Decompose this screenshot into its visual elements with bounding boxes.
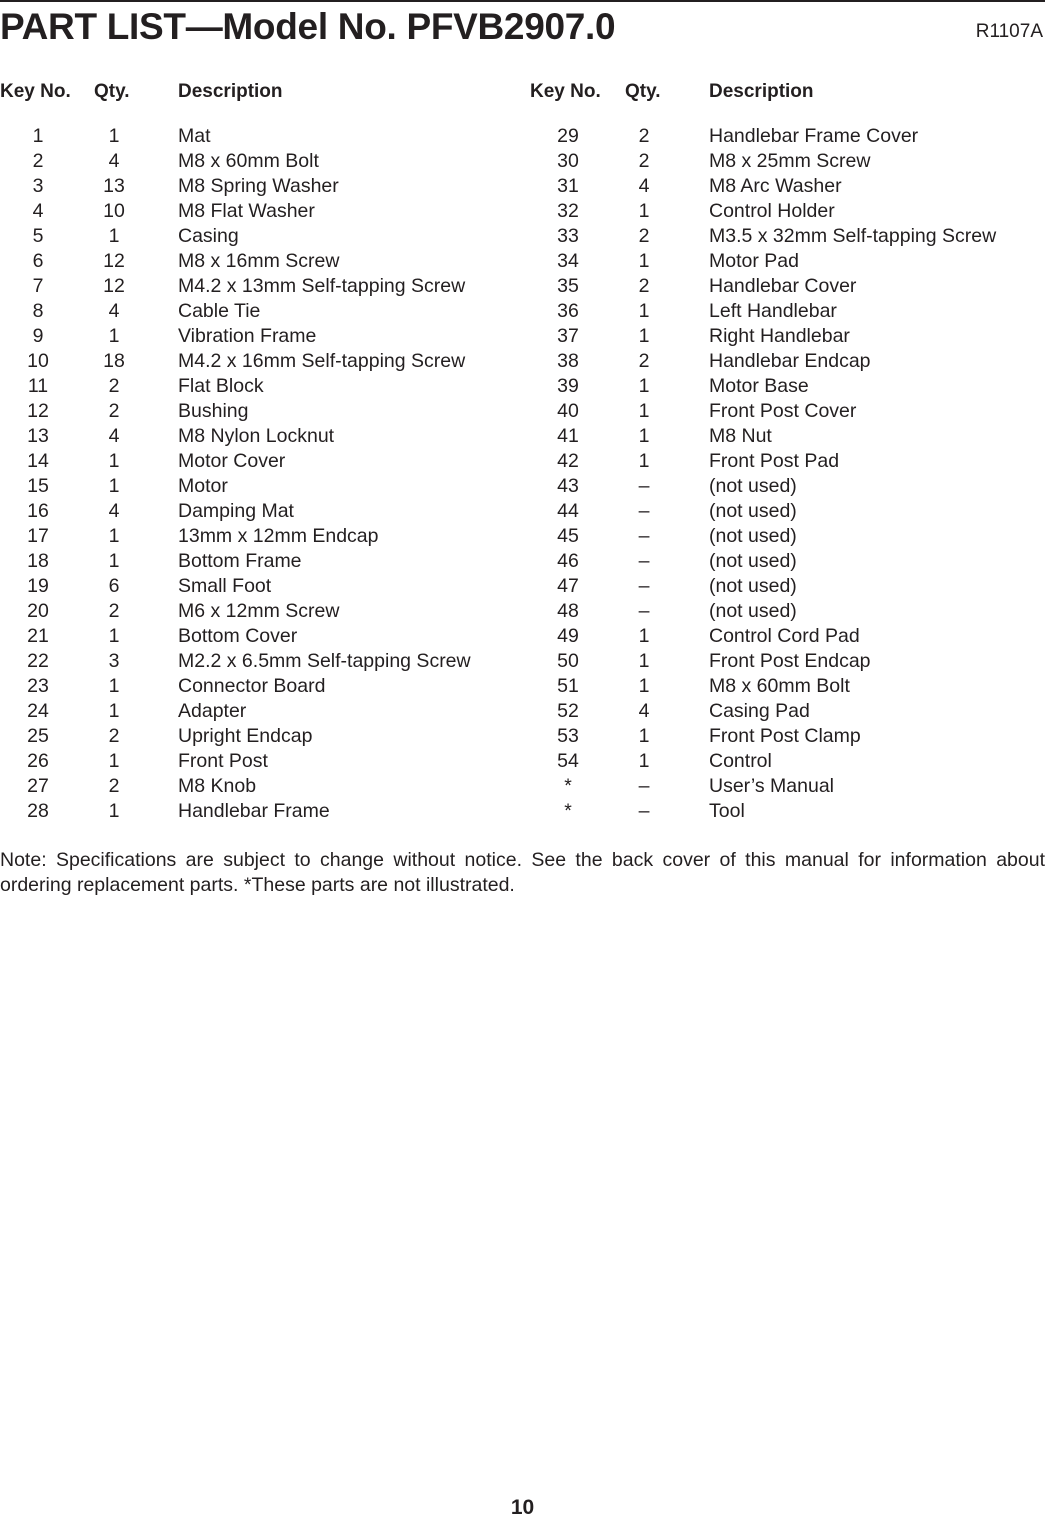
quantity: 1 [108,700,120,722]
part-description: Front Post Cover [709,400,857,422]
quantity: 1 [108,325,120,347]
table-row [0,424,1045,449]
key-number: 19 [27,575,49,597]
table-row [0,324,1045,349]
quantity: 1 [108,525,120,547]
key-number: * [564,775,572,797]
table-row [0,774,1045,799]
quantity: 6 [108,575,120,597]
quantity: 1 [638,675,650,697]
part-description: Bottom Frame [178,550,302,572]
key-number: 1 [32,125,44,147]
quantity: – [638,475,650,497]
key-number: 7 [32,275,44,297]
key-number: 30 [557,150,579,172]
key-number: 54 [557,750,579,772]
quantity: 18 [103,350,125,372]
quantity: 1 [638,450,650,472]
key-number: 41 [557,425,579,447]
table-row [0,349,1045,374]
quantity: – [638,775,650,797]
part-description: (not used) [709,600,797,622]
key-number: 29 [557,125,579,147]
key-number: 38 [557,350,579,372]
part-description: Upright Endcap [178,725,313,747]
part-description: M8 Flat Washer [178,200,315,222]
quantity: 1 [108,675,120,697]
key-number: 9 [32,325,44,347]
table-row [0,124,1045,149]
quantity: 1 [108,450,120,472]
table-row [0,724,1045,749]
part-description: Cable Tie [178,300,261,322]
key-number: 14 [27,450,49,472]
key-number: 3 [32,175,44,197]
key-number: 8 [32,300,44,322]
key-number: 36 [557,300,579,322]
key-number: 32 [557,200,579,222]
quantity: 1 [638,400,650,422]
key-number: 12 [27,400,49,422]
part-description: M2.2 x 6.5mm Self-tapping Screw [178,650,471,672]
quantity: 2 [108,725,120,747]
table-row [0,799,1045,824]
part-description: (not used) [709,550,797,572]
part-description: (not used) [709,500,797,522]
key-number: 45 [557,525,579,547]
key-number: 53 [557,725,579,747]
table-row [0,149,1045,174]
quantity: 1 [638,250,650,272]
quantity: 1 [638,325,650,347]
key-number: 42 [557,450,579,472]
key-number: 52 [557,700,579,722]
quantity: 1 [638,425,650,447]
top-rule [0,0,1045,2]
key-number: 40 [557,400,579,422]
quantity: 12 [103,275,125,297]
part-description: Front Post Clamp [709,725,861,747]
table-row [0,274,1045,299]
quantity: – [638,600,650,622]
right-qty-header: Qty. [625,81,661,102]
part-description: Connector Board [178,675,326,697]
quantity: 2 [108,375,120,397]
table-row [0,574,1045,599]
table-row [0,224,1045,249]
table-row [0,749,1045,774]
quantity: 2 [638,125,650,147]
table-row [0,549,1045,574]
key-number: 37 [557,325,579,347]
quantity: 1 [638,750,650,772]
part-description: M8 Spring Washer [178,175,339,197]
table-row [0,674,1045,699]
quantity: 1 [638,300,650,322]
part-description: (not used) [709,475,797,497]
quantity: 12 [103,250,125,272]
part-description: Bushing [178,400,249,422]
page-number: 10 [510,1496,535,1519]
part-description: M6 x 12mm Screw [178,600,340,622]
part-description: Front Post Pad [709,450,840,472]
part-description: Handlebar Frame Cover [709,125,919,147]
part-description: M4.2 x 13mm Self-tapping Screw [178,275,466,297]
left-description-header: Description [178,81,283,102]
part-description: User’s Manual [709,775,834,797]
key-number: 25 [27,725,49,747]
table-row [0,199,1045,224]
quantity: 2 [108,400,120,422]
part-description: Casing Pad [709,700,810,722]
part-description: Vibration Frame [178,325,317,347]
part-description: Bottom Cover [178,625,298,647]
key-number: 13 [27,425,49,447]
key-number: 46 [557,550,579,572]
quantity: 2 [638,150,650,172]
key-number: 23 [27,675,49,697]
table-row [0,474,1045,499]
part-description: M8 x 25mm Screw [709,150,871,172]
document-code: R1107A [975,21,1043,42]
quantity: 4 [638,700,650,722]
quantity: 4 [108,500,120,522]
note-text: Note: Specifications are subject to change without notice. See the back cover of this manual for information about ordering replacement parts. *These parts are not illustrated. [0,849,1045,896]
key-number: 27 [27,775,49,797]
quantity: – [638,800,650,822]
part-description: M4.2 x 16mm Self-tapping Screw [178,350,466,372]
quantity: 4 [108,300,120,322]
key-number: 4 [32,200,44,222]
table-row [0,524,1045,549]
part-description: Mat [178,125,211,147]
quantity: 4 [108,425,120,447]
part-description: Motor Base [709,375,809,397]
key-number: 28 [27,800,49,822]
quantity: 2 [638,350,650,372]
left-qty-header: Qty. [94,81,130,102]
quantity: 1 [108,225,120,247]
part-description: Flat Block [178,375,264,397]
part-description: Right Handlebar [709,325,850,347]
key-number: 21 [27,625,49,647]
key-number: 17 [27,525,49,547]
key-number: 47 [557,575,579,597]
quantity: 1 [638,200,650,222]
part-description: M3.5 x 32mm Self-tapping Screw [709,225,997,247]
part-description: Damping Mat [178,500,294,522]
quantity: 2 [638,275,650,297]
key-number: 51 [557,675,579,697]
part-description: Motor Pad [709,250,799,272]
quantity: 4 [108,150,120,172]
key-number: 49 [557,625,579,647]
quantity: 13 [103,175,125,197]
table-row [0,599,1045,624]
key-number: 35 [557,275,579,297]
quantity: 4 [638,175,650,197]
part-description: Handlebar Frame [178,800,330,822]
key-number: 44 [557,500,579,522]
part-description: M8 x 16mm Screw [178,250,340,272]
part-description: M8 Knob [178,775,257,797]
part-description: Control [709,750,772,772]
part-description: Front Post [178,750,268,772]
table-row [0,649,1045,674]
quantity: 1 [108,125,120,147]
part-description: Control Holder [709,200,835,222]
key-number: 5 [32,225,44,247]
part-description: Handlebar Cover [709,275,857,297]
part-description: (not used) [709,525,797,547]
key-number: 39 [557,375,579,397]
page-title: PART LIST—Model No. PFVB2907.0 [0,6,616,47]
part-description: Front Post Endcap [709,650,871,672]
part-description: Small Foot [178,575,272,597]
quantity: 2 [638,225,650,247]
part-description: Left Handlebar [709,300,837,322]
column-headers [0,80,1045,106]
quantity: 1 [108,800,120,822]
key-number: 22 [27,650,49,672]
quantity: 1 [108,550,120,572]
quantity: 3 [108,650,120,672]
part-description: (not used) [709,575,797,597]
key-number: 11 [27,375,49,397]
quantity: 1 [108,750,120,772]
part-description: Motor [178,475,228,497]
part-description: M8 x 60mm Bolt [709,675,850,697]
part-description: Handlebar Endcap [709,350,871,372]
part-description: Control Cord Pad [709,625,860,647]
quantity: 1 [638,375,650,397]
key-number: * [564,800,572,822]
quantity: – [638,550,650,572]
left-key-header: Key No. [0,81,71,102]
part-description: M8 Arc Washer [709,175,842,197]
quantity: 1 [638,725,650,747]
table-row [0,299,1045,324]
key-number: 43 [557,475,579,497]
table-row [0,399,1045,424]
quantity: – [638,575,650,597]
key-number: 31 [557,175,579,197]
quantity: 2 [108,600,120,622]
table-row [0,699,1045,724]
key-number: 26 [27,750,49,772]
key-number: 50 [557,650,579,672]
part-description: Motor Cover [178,450,286,472]
key-number: 15 [27,475,49,497]
key-number: 16 [27,500,49,522]
key-number: 24 [27,700,49,722]
right-key-header: Key No. [530,81,601,102]
key-number: 6 [32,250,44,272]
quantity: 1 [638,625,650,647]
quantity: 10 [103,200,125,222]
part-description: Tool [709,800,745,822]
table-row [0,449,1045,474]
part-description: Adapter [178,700,247,722]
part-description: 13mm x 12mm Endcap [178,525,379,547]
quantity: – [638,525,650,547]
key-number: 48 [557,600,579,622]
quantity: – [638,500,650,522]
table-row [0,249,1045,274]
table-row [0,499,1045,524]
quantity: 1 [108,475,120,497]
key-number: 33 [557,225,579,247]
part-description: M8 Nut [709,425,772,447]
part-description: Casing [178,225,239,247]
parts-table [0,124,1045,824]
part-description: M8 x 60mm Bolt [178,150,319,172]
quantity: 1 [638,650,650,672]
right-description-header: Description [709,81,814,102]
key-number: 10 [27,350,49,372]
table-row [0,374,1045,399]
table-row [0,624,1045,649]
quantity: 2 [108,775,120,797]
key-number: 2 [32,150,44,172]
part-description: M8 Nylon Locknut [178,425,335,447]
table-row [0,174,1045,199]
key-number: 20 [27,600,49,622]
quantity: 1 [108,625,120,647]
key-number: 34 [557,250,579,272]
key-number: 18 [27,550,49,572]
